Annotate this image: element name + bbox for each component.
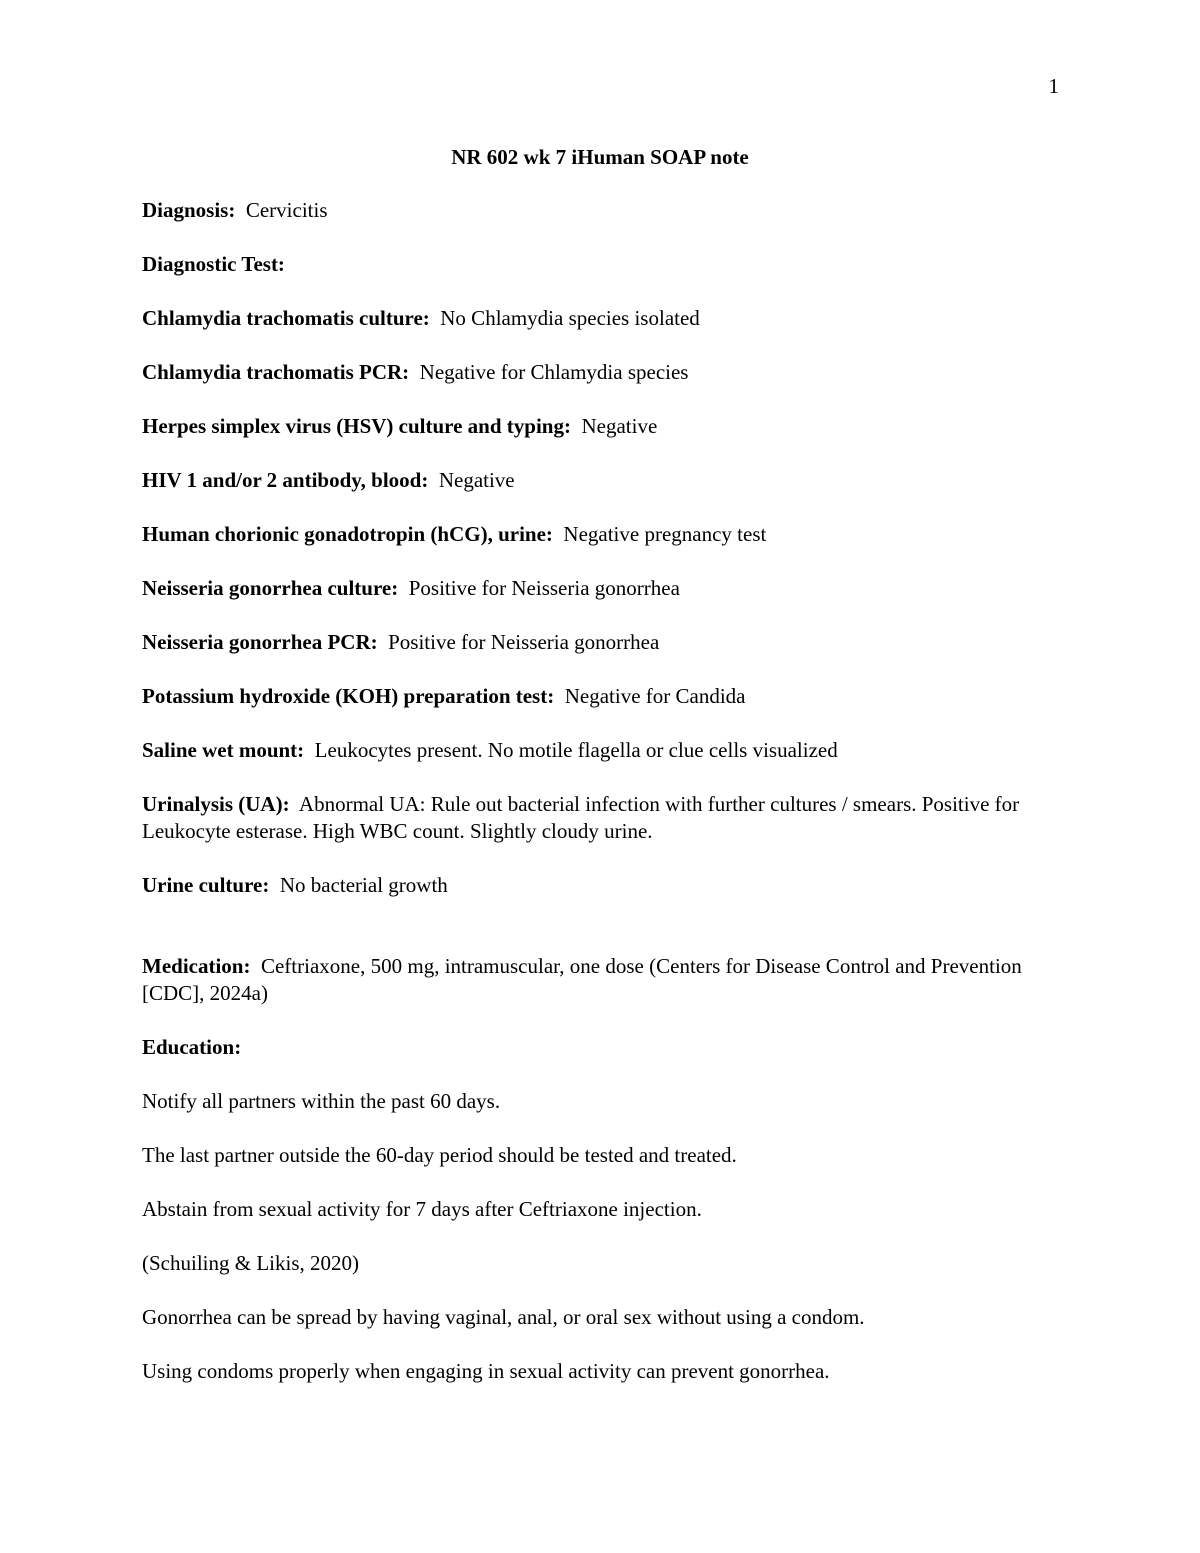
document-body <box>142 197 1042 1412</box>
test-value: Positive for Neisseria gonorrhea <box>388 630 660 654</box>
test-label: Neisseria gonorrhea culture: <box>142 576 399 600</box>
test-chlamydia-culture <box>142 305 1042 332</box>
test-value: No bacterial growth <box>279 873 448 897</box>
test-label: Saline wet mount: <box>142 738 305 762</box>
education-item: Gonorrhea can be spread by having vaginal, anal, or oral sex without using a condom. <box>142 1305 865 1329</box>
test-label: Urine culture: <box>142 873 270 897</box>
test-value: Negative <box>438 468 515 492</box>
test-value: Leukocytes present. No motile flagella or clue cells visualized <box>314 738 838 762</box>
test-hcg-urine <box>142 521 1042 548</box>
education-citation: (Schuiling & Likis, 2020) <box>142 1251 359 1275</box>
test-label: Chlamydia trachomatis culture: <box>142 306 430 330</box>
test-label: Urinalysis (UA): <box>142 792 290 816</box>
education-item: Notify all partners within the past 60 days. <box>142 1089 501 1113</box>
diagnosis-label: Diagnosis: <box>142 198 236 222</box>
education-item: The last partner outside the 60-day period should be tested and treated. <box>142 1143 737 1167</box>
medication-label: Medication: <box>142 954 251 978</box>
test-chlamydia-pcr <box>142 359 1042 386</box>
test-label: Human chorionic gonadotropin (hCG), urine: <box>142 522 553 546</box>
test-value: Negative pregnancy test <box>563 522 767 546</box>
test-value: Negative for Chlamydia species <box>419 360 689 384</box>
medication-value: Ceftriaxone, 500 mg, intramuscular, one dose (Centers for Disease Control and Prevention [CDC], 2024a) <box>142 954 1022 1005</box>
test-label: Neisseria gonorrhea PCR: <box>142 630 378 654</box>
education-item: Using condoms properly when engaging in sexual activity can prevent gonorrhea. <box>142 1359 830 1383</box>
diagnosis-value: Cervicitis <box>245 198 328 222</box>
test-gonorrhea-pcr <box>142 629 1042 656</box>
medication-line <box>142 953 1042 1007</box>
test-hiv-antibody <box>142 467 1042 494</box>
test-label: Chlamydia trachomatis PCR: <box>142 360 410 384</box>
test-value: Abnormal UA: Rule out bacterial infection with further cultures / smears. Positive for Leukocyte esterase. High WBC count. Slightly cloudy urine. <box>142 792 1020 843</box>
test-value: Negative <box>581 414 658 438</box>
page-number: 1 <box>1048 74 1059 98</box>
test-value: No Chlamydia species isolated <box>440 306 700 330</box>
test-label: Herpes simplex virus (HSV) culture and typing: <box>142 414 571 438</box>
test-saline-wet-mount <box>142 737 1042 764</box>
document-title: NR 602 wk 7 iHuman SOAP note <box>451 145 749 169</box>
education-item: Abstain from sexual activity for 7 days after Ceftriaxone injection. <box>142 1197 702 1221</box>
diagnosis-line <box>142 197 1042 224</box>
diagnostic-test-heading: Diagnostic Test: <box>142 252 285 276</box>
test-urine-culture <box>142 872 1042 899</box>
test-urinalysis <box>142 791 1042 845</box>
test-label: Potassium hydroxide (KOH) preparation test: <box>142 684 555 708</box>
test-label: HIV 1 and/or 2 antibody, blood: <box>142 468 429 492</box>
test-value: Negative for Candida <box>564 684 746 708</box>
test-koh-preparation <box>142 683 1042 710</box>
test-hsv-culture <box>142 413 1042 440</box>
education-heading: Education: <box>142 1035 242 1059</box>
test-value: Positive for Neisseria gonorrhea <box>408 576 680 600</box>
test-gonorrhea-culture <box>142 575 1042 602</box>
